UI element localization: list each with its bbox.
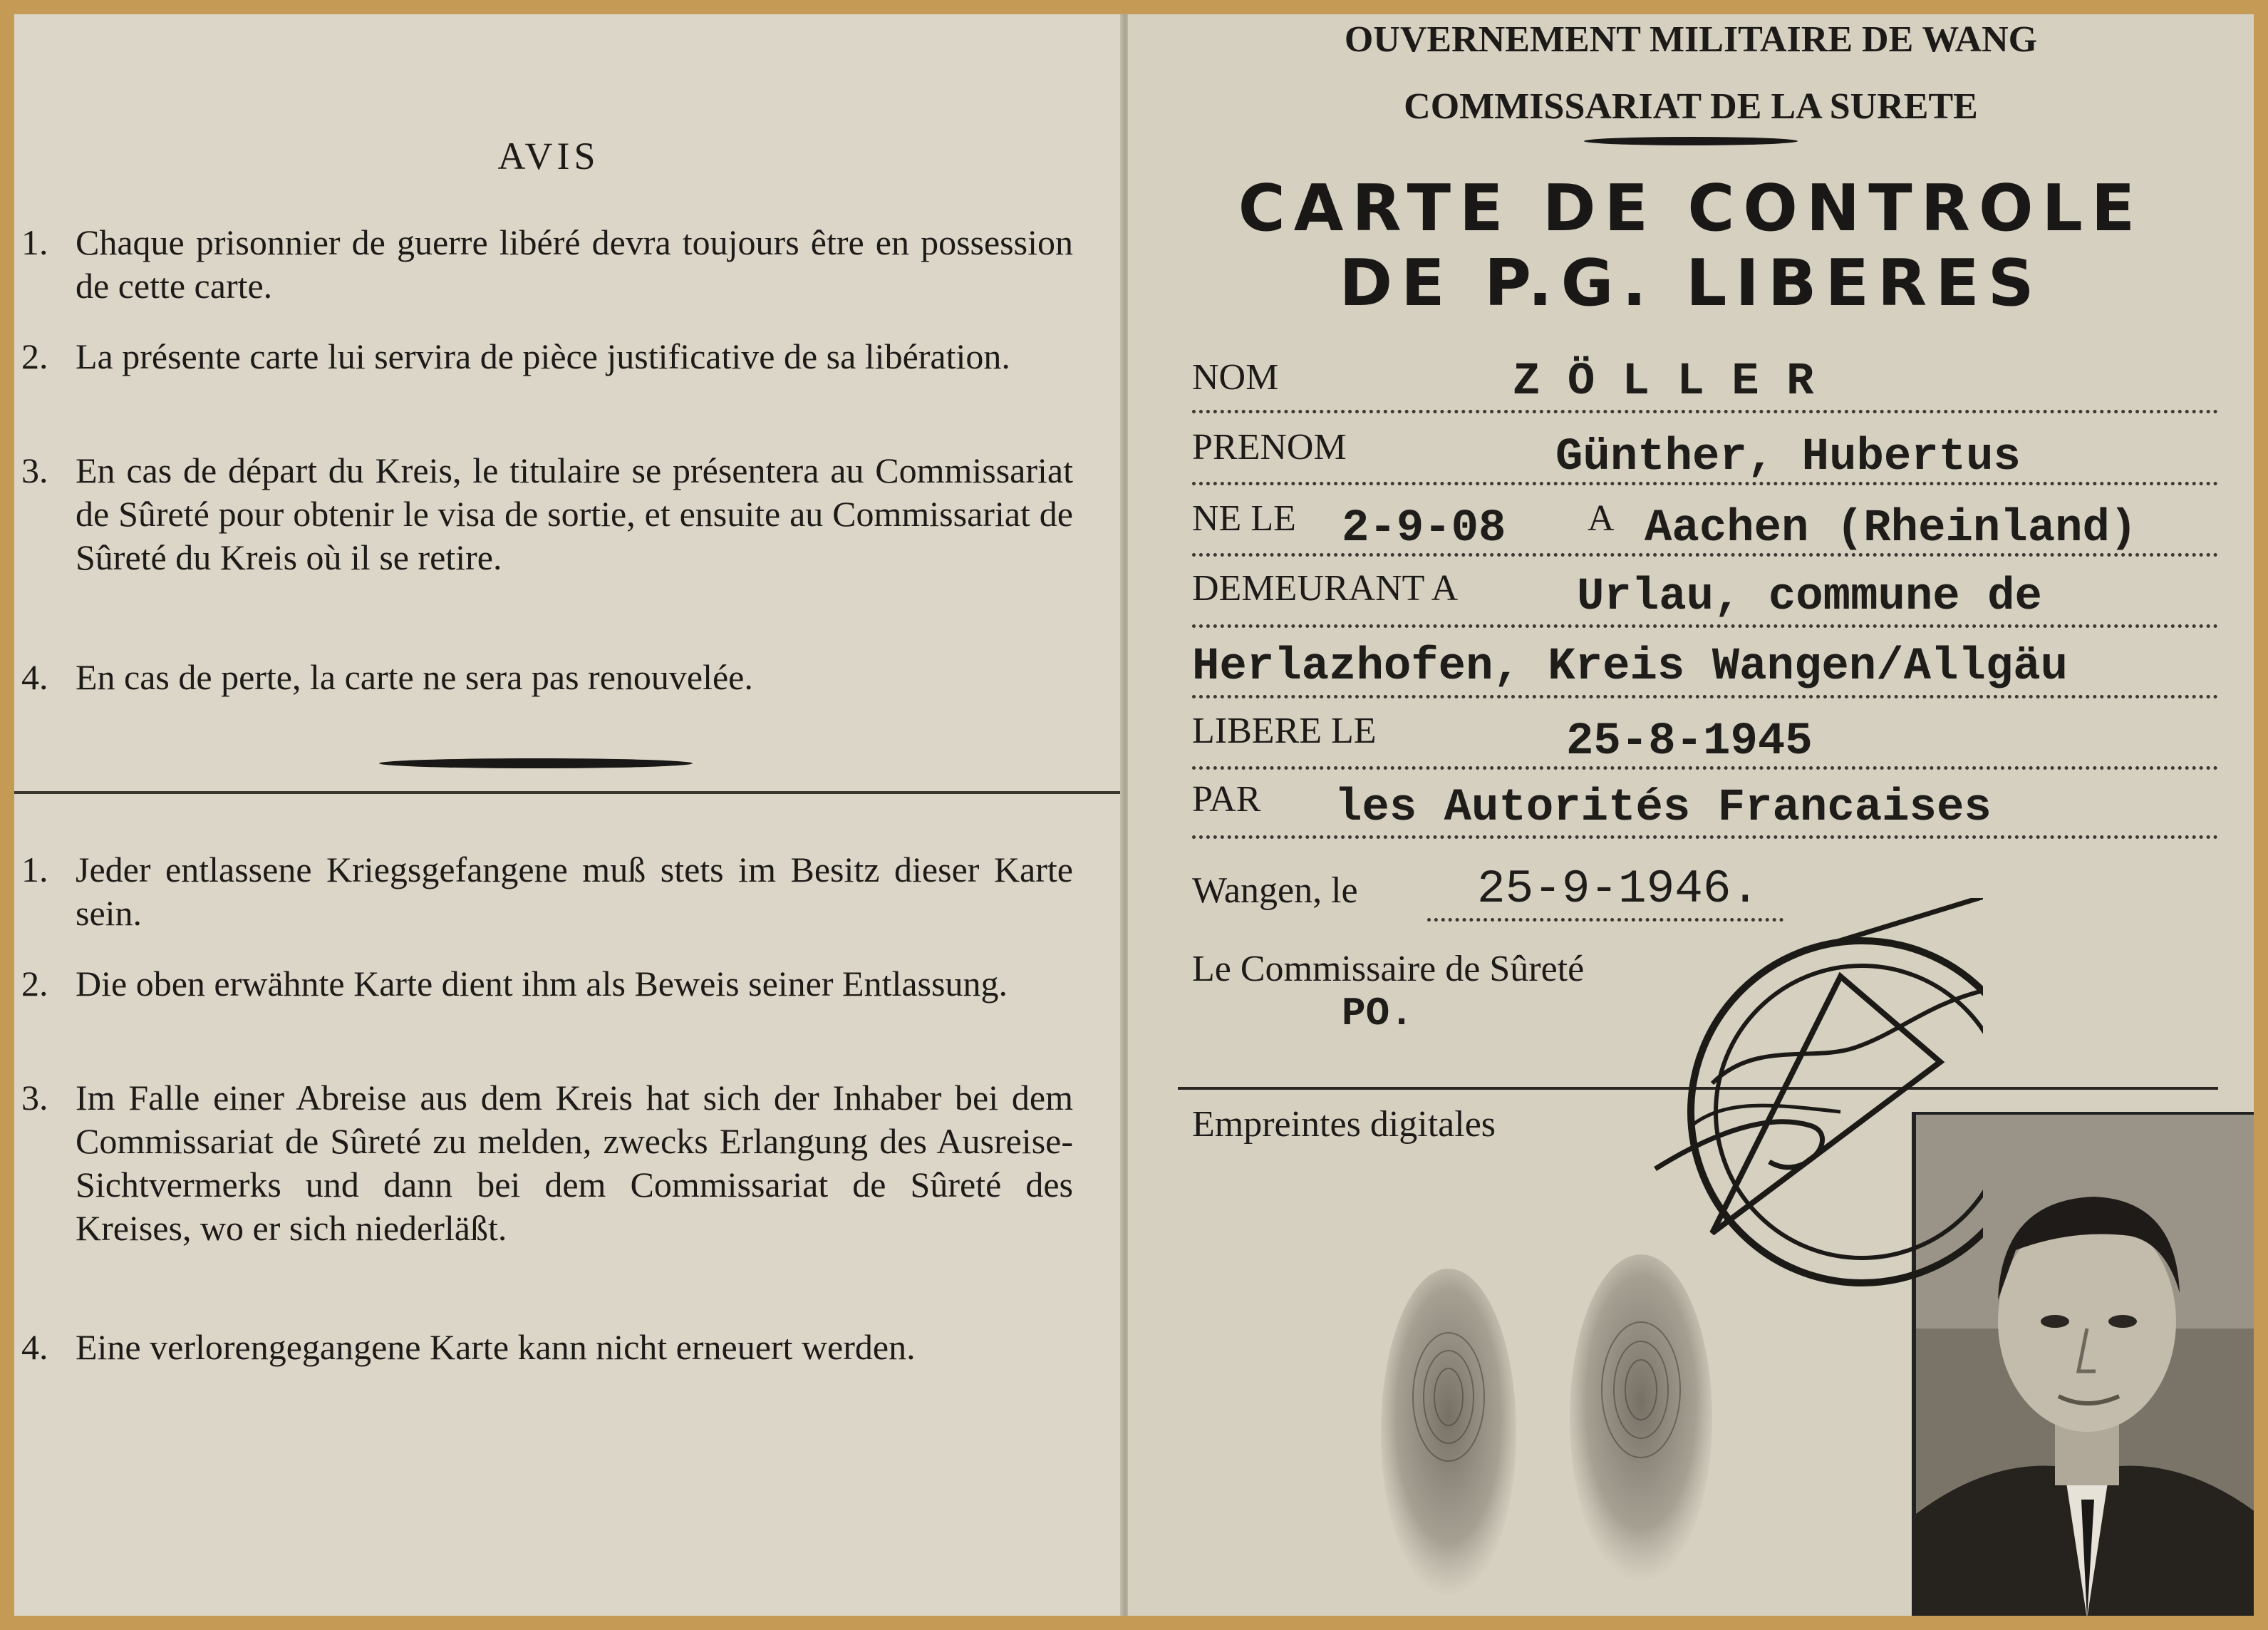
right-panel-control-card [1128,14,2254,1616]
french-item-3-text: En cas de départ du Kreis, le titulaire se présentera au Commissariat de Sûreté pour obtenir le visa de sortie, et ensuite au Commissariat de Sûreté du Kreis où il se retire. [76,450,1073,577]
german-item-1-number: 1. [21,850,48,889]
demeurant-value: Urlau, commune de [1577,572,2042,623]
divider-dash [379,758,693,768]
libere-dotted-line [1192,766,2218,770]
card-title-line1: CARTE DE CONTROLE [1238,171,2144,246]
french-item-1-text: Chaque prisonnier de guerre libéré devra toujours être en possession de cette carte. [76,222,1073,306]
wangen-label: Wangen, le [1192,870,1358,911]
libere-le-value: 25-8-1945 [1566,716,1813,768]
german-item-2-number: 2. [21,964,48,1004]
french-item-3-number: 3. [21,450,48,490]
header-commissariat: COMMISSARIAT DE LA SURETE [1404,86,1978,127]
par-value: les Autorités Francaises [1335,783,1992,834]
par-label: PAR [1192,779,1261,820]
header-authority: OUVERNEMENT MILITAIRE DE WANG [1344,19,2038,60]
a-value: Aachen (Rheinland) [1645,503,2138,554]
french-item-2-text: La présente carte lui servira de pièce justificative de sa libération. [76,336,1010,376]
libere-le-label: LIBERE LE [1192,711,1377,751]
avis-title: AVIS [497,135,600,177]
prenom-dotted-line [1192,482,2218,485]
commissaire-label: Le Commissaire de Sûreté [1192,949,1585,989]
german-item-4-text: Eine verlorengegangene Karte kann nicht erneuert werden. [76,1327,916,1367]
nom-value: Z Ö L L E R [1513,356,1814,408]
german-item-1-text: Jeder entlassene Kriegsgefangene muß stets im Besitz dieser Karte sein. [76,850,1073,933]
par-dotted-line [1192,835,2218,839]
french-item-4-text: En cas de perte, la carte ne sera pas renouvelée. [76,657,753,697]
german-item-4-number: 4. [21,1327,48,1367]
demeurant-label: DEMEURANT A [1192,568,1459,609]
demeurant-dotted-line-2 [1192,695,2218,698]
demeurant-dotted-line [1192,624,2218,628]
nom-label: NOM [1192,357,1279,398]
nom-dotted-line [1192,410,2218,413]
header-dash [1584,137,1798,145]
german-item-3-text: Im Falle einer Abreise aus dem Kreis hat sich der Inhaber bei dem Commissariat de Sûreté zu melden, zwecks Erlangung des Ausreise-Sichtvermerks und dann bei dem Commissariat de Sûreté des Kreises, wo er sich niederläßt. [76,1078,1073,1248]
german-item-3-number: 3. [21,1078,48,1118]
demeurant-value-line2: Herlazhofen, Kreis Wangen/Allgäu [1192,641,2068,693]
prenom-label: PRENOM [1192,427,1347,468]
id-card [14,14,2254,1616]
empreintes-label: Empreintes digitales [1192,1104,1496,1145]
stamp-icon [1627,898,1983,1340]
prenom-value: Günther, Hubertus [1555,432,2021,483]
wangen-date-value: 25-9-1946. [1477,862,1760,916]
a-label: A [1588,498,1615,539]
german-item-2-text: Die oben erwähnte Karte dient ihm als Beweis seiner Entlassung. [76,964,1008,1004]
ne-le-value: 2-9-08 [1342,503,1506,554]
ne-le-dotted-line [1192,553,2218,557]
french-item-2-number: 2. [21,336,48,376]
left-panel-notice [14,14,1122,1616]
fold-separator [14,791,1122,794]
ne-le-label: NE LE [1192,498,1296,539]
french-item-4-number: 4. [21,657,48,697]
card-title-line2: DE P.G. LIBERES [1339,246,2043,321]
french-item-1-number: 1. [21,222,48,262]
po-mark: PO. [1342,991,1414,1036]
